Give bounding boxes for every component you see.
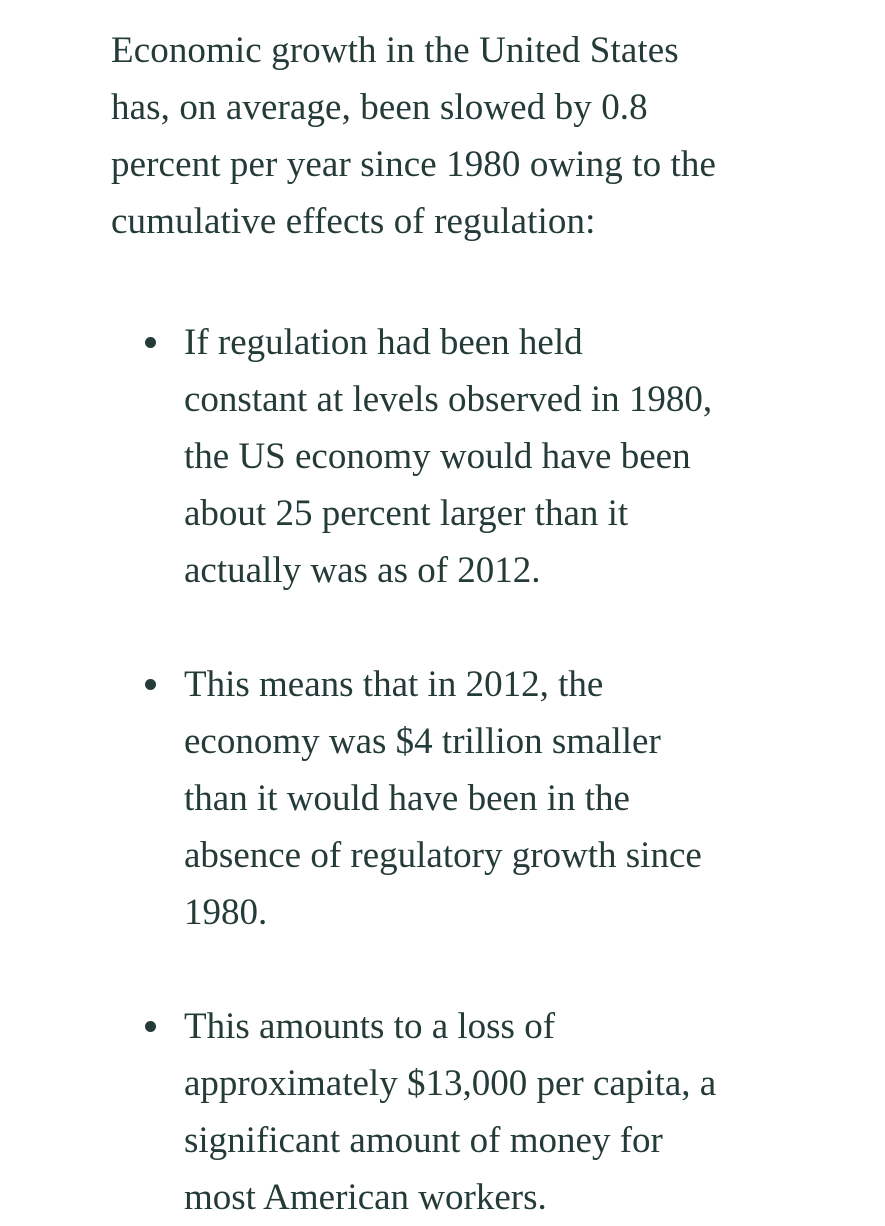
bullet-line: most American workers. xyxy=(184,1177,547,1218)
intro-line: Economic growth in the United States xyxy=(111,30,679,71)
intro-line: has, on average, been slowed by 0.8 xyxy=(111,87,648,128)
bullet-item-per-capita-loss xyxy=(111,998,811,1226)
bullet-line: This means that in 2012, the xyxy=(184,664,604,705)
bullet-list xyxy=(111,314,811,1226)
bullet-line: actually was as of 2012. xyxy=(184,550,541,591)
bullet-dot-icon xyxy=(145,337,156,348)
bullet-line: If regulation had been held xyxy=(184,322,583,363)
bullet-line: economy was $4 trillion smaller xyxy=(184,721,661,762)
bullet-line: approximately $13,000 per capita, a xyxy=(184,1063,717,1104)
bullet-line: the US economy would have been xyxy=(184,436,691,477)
bullet-item-economy-smaller xyxy=(111,656,811,941)
bullet-line: about 25 percent larger than it xyxy=(184,493,629,534)
bullet-line: This amounts to a loss of xyxy=(184,1006,556,1047)
intro-paragraph xyxy=(111,22,811,250)
bullet-dot-icon xyxy=(145,1021,156,1032)
bullet-line: constant at levels observed in 1980, xyxy=(184,379,713,420)
bullet-line: significant amount of money for xyxy=(184,1120,663,1161)
bullet-dot-icon xyxy=(145,679,156,690)
intro-line: percent per year since 1980 owing to the xyxy=(111,144,717,185)
intro-line: cumulative effects of regulation: xyxy=(111,201,596,242)
bullet-line: than it would have been in the xyxy=(184,778,630,819)
bullet-line: 1980. xyxy=(184,892,268,933)
article-body xyxy=(111,22,811,1226)
bullet-item-regulation-constant xyxy=(111,314,811,599)
bullet-line: absence of regulatory growth since xyxy=(184,835,702,876)
